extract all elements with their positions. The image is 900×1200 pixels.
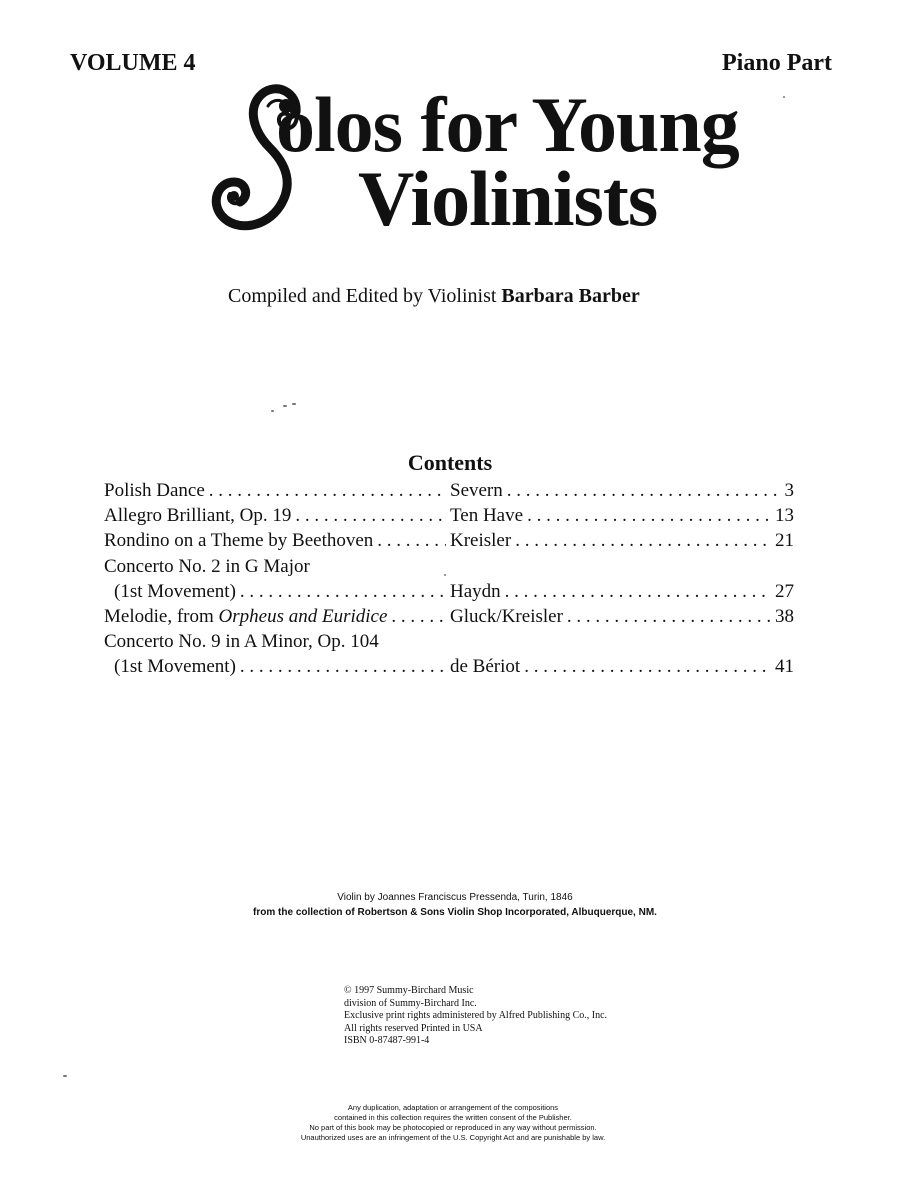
- legal-line: No part of this book may be photocopied or reproduced in any way without permission.: [309, 1123, 597, 1132]
- credit-line-2: from the collection of Robertson & Sons Violin Shop Incorporated, Albuquerque, NM.: [253, 907, 657, 918]
- piece-title: [104, 604, 387, 629]
- composer: de Bériot: [450, 656, 521, 678]
- part-label: Piano Part: [722, 50, 832, 76]
- copyright-line: All rights reserved Printed in USA: [344, 1022, 483, 1034]
- copyright-line: ISBN 0-87487-991-4: [344, 1035, 430, 1046]
- copyright-line: division of Summy-Birchard Inc.: [344, 997, 477, 1009]
- copyright-line: © 1997 Summy-Birchard Music: [344, 985, 474, 996]
- compiled-prefix: Compiled and Edited by Violinist: [228, 285, 502, 307]
- page-number: 41: [775, 656, 794, 678]
- list-item: [104, 629, 794, 654]
- page-number: 27: [775, 580, 794, 602]
- piece-subtitle: (1st Movement): [114, 656, 236, 678]
- composer: Ten Have: [450, 505, 524, 527]
- book-title: [200, 78, 800, 258]
- list-item-continuation: [104, 579, 794, 604]
- piece-title: Rondino on a Theme by Beethoven: [104, 530, 374, 552]
- piece-title: Polish Dance: [104, 480, 205, 501]
- composer: Kreisler: [450, 530, 512, 552]
- legal-line: Unauthorized uses are an infringement of the U.S. Copyright Act and are punishable by law.: [300, 1133, 606, 1142]
- page-number: 13: [775, 505, 794, 527]
- piece-title-italic: Orpheus and Euridice: [218, 605, 388, 627]
- list-item: [104, 503, 794, 528]
- copyright-line: Exclusive print rights administered by Alfred Publishing Co., Inc.: [344, 1010, 608, 1021]
- contents-heading: Contents: [407, 450, 493, 475]
- credit-line-1: Violin by Joannes Franciscus Pressenda, Turin, 1846: [337, 892, 573, 903]
- piece-subtitle: (1st Movement): [114, 580, 236, 602]
- legal-line: contained in this collection requires the written consent of the Publisher.: [334, 1113, 572, 1122]
- title-line-2: Violinists: [358, 155, 658, 242]
- list-item: [104, 528, 794, 553]
- copyright-notice: [344, 985, 607, 1048]
- legal-notice: [0, 1103, 900, 1143]
- composer: Gluck/Kreisler: [450, 605, 563, 627]
- volume-label: VOLUME 4: [70, 50, 196, 76]
- instrument-credit: [0, 890, 900, 920]
- list-item-continuation: [104, 654, 794, 679]
- list-item: [104, 478, 794, 503]
- title-line-1: olos for Young: [276, 81, 739, 168]
- piece-title: Concerto No. 2 in G Major: [104, 555, 310, 577]
- contents-list: [104, 478, 794, 680]
- compiled-by-line: [228, 285, 640, 308]
- composer: Haydn: [450, 580, 501, 602]
- editor-name: Barbara Barber: [501, 285, 640, 307]
- composer: Severn: [450, 480, 503, 501]
- piece-title: Allegro Brilliant, Op. 19: [104, 505, 292, 527]
- piece-title: Concerto No. 9 in A Minor, Op. 104: [104, 631, 379, 653]
- page-number: 3: [784, 480, 794, 501]
- list-item: [104, 604, 794, 629]
- page-number: 38: [775, 605, 794, 627]
- legal-line: Any duplication, adaptation or arrangement of the compositions: [347, 1103, 559, 1112]
- piece-title-prefix: Melodie, from: [104, 605, 219, 627]
- page-number: 21: [775, 530, 794, 552]
- list-item: [104, 554, 794, 579]
